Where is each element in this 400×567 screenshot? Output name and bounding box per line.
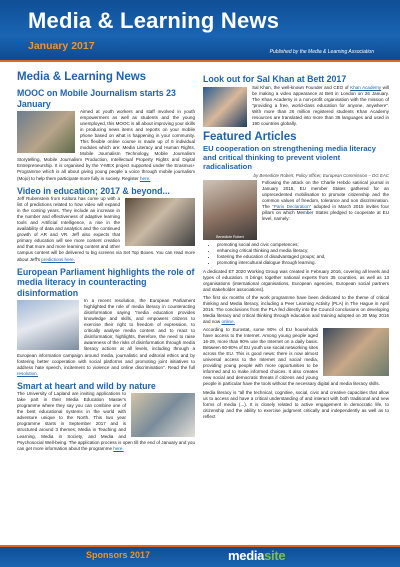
eu-paragraph-3: The first six months of the work programme have been dedicated to the theme of critical thinking and Media literacy, including a Peer Learning Activity (PLA) in The Hague in April 2016. The conclusions from the PLA fed directly into the Council conclusions on developing Media literacy and critical thinking through education and training adopted on 30 May 2016 and now online. [203,294,389,325]
sponsors-label: Sponsors 2017 [86,550,151,560]
resolution-link[interactable]: resolution. [17,370,38,376]
mooc-photo [17,111,75,153]
video-article [17,186,195,263]
parliament-title: European Parliament highlights the role of media literacy in counteracting disinformation [17,266,195,298]
eu-intro: Following the attack on the Charlie Hebdo satirical journal in January 2015, EU member States gathered for an unprecedented mobilisation to promote citizenship and the common values of freedom, tolerance and non discrimination. The "Paris Declaration" adopted in March 2015 invites four pillars on which Member States pledged to cooperate at EU level, namely: [262,179,389,222]
mooc-register-link[interactable]: here. [140,175,151,181]
video-body: Jeff Rubenstein from Kaltura has come up with a list of predictions related to how video will expand in the coming years. They include an increase in the number and effectiveness of adaptive learning tools and Artificial Intelligence, a rise in the availability of data and analytics and the continued growth of AR and VR. Jeff also expects that primary education will see more content creation and that more and more learning content and other campus content will be delivered to big screens via Set Top Boxes. You can read more about Jeff's predictions here. [17,196,195,262]
pillar-item: • enhancing critical thinking and media literacy; [217,248,389,254]
salkhan-title: Look out for Sal Khan at Bett 2017 [203,74,347,84]
video-title: Video in education; 2017 & beyond... [17,185,170,196]
issue-date: January 2017 [28,40,95,52]
youth-photo [323,328,389,376]
eu-title: EU cooperation on strengthening media literacy and critical thinking to prevent violent radicalisation [203,143,376,171]
lapland-photo [131,393,195,437]
pillar-item: • fostering the education of disadvantaged groups; and, [217,254,389,260]
author-photo [203,180,257,240]
right-column [203,70,389,420]
eu-paragraph-2: A dedicated ET 2020 Working Group was created in February 2016, covering all levels and types of education. It brings together national experts from 35 countries, as well as 13 organisations (international organisations, European agencies, European social partners and stakeholder associations). [203,268,389,292]
parliament-article [17,267,195,377]
salkhan-body: Sal Khan, the well-known Founder and CEO of Khan Academy will be making a video appearance at Bett in London on 26 January. The Khan Academy is a non-profit organisation with the mission of "providing a free, world-class education for anyone, anywhere". With more than 26 million registered students Khan Academy resources are translated into more than 36 languages and used in 190 countries globally. [252,84,389,126]
footer-bar [0,545,400,567]
publisher-line: Published by the Media & Learning Association [269,49,374,55]
programme-link[interactable]: here. [113,445,124,451]
salkhan-photo [203,87,247,127]
pillar-item: • promoting social and civic competences; [217,242,389,248]
eu-byline: by Benedicte Robert, Policy officer, European Commission – DG EAC [253,172,389,178]
video-predictions-link[interactable]: predictions here. [41,256,75,262]
video-photo [125,198,195,246]
khan-academy-link[interactable]: Khan Academy [350,84,382,90]
featured-title: Featured Articles [203,130,297,143]
parliament-body: In a recent resolution, the European Parliament highlighted the role of media literacy in counteracting disinformation saying "media education provides knowledge and skills, and empowers citizens to exercise their right to freedom of expression, to critically analyse media content and to react to disinformation; highlights, therefore, the need to raise awareness of the risks of disinformation through media literacy actions at all levels, including through a European information campaign around media, journalistic and editorial ethics and by fostering better cooperation with social platforms and promoting joint initiatives to address hate speech, incitement to violence and online discrimination". Read the full resolution. [17,298,195,376]
section-title: Media & Learning News [17,71,147,83]
paris-declaration-link[interactable]: "Paris Declaration" [272,204,312,210]
mediasite-logo[interactable]: mediasite [228,548,286,563]
left-column [17,70,195,455]
masthead [0,0,400,62]
salkhan-article [203,74,389,127]
lapland-body: The University of Lapland are inviting applications to take part in their Media Education Master's programme where they say you can combine one of the best educational systems in the world with adventure unique to the North. This two year programme starts in September 2017 and is structured around 3 themes; Media in Teaching and Learning, Media in Society, and Media and Psychosocial Well-being. The application process is open till the end of January and you can get more information about the programme here. [17,391,195,451]
council-conclusions-link[interactable]: online. [221,319,235,325]
eu-article [203,144,389,420]
pillars-list [203,242,389,267]
lapland-article [17,381,195,452]
mooc-article [17,88,195,182]
lapland-title: Smart at heart and wild by nature [17,380,156,391]
eu-paragraph-4: According to Eurostat, some 90% of EU households have access to the Internet. Among young people aged 16-29, more than 90% use the Internet on a daily basis. Between 60-90% of EU youth use social networking sites across the EU. This is good news: there is now almost universal access to the Internet and social media, providing young people with more opportunities to be informed and to make informed choices. It also creates new social and democratic threats if citizens and young people in particular have the tools without the necessary digital and media literacy skills. [203,327,380,387]
parliament-photo [17,300,79,350]
mooc-body: Aimed at youth workers and staff involved in youth empowerment as well as students and the young unemployed, this MOOC is all about improving your skills in producing news items and reports on your mobile phone based on what is happening in your community. This flexible online course is made up of 6 individual modules which are: Media Literacy and Human Rights, Mobile Journalism Technology, Mobile Journalism Storytelling, Mobile Journalism Production, Intellectual Property Rights and Digital Entrepreneurship. It is organised by the Y-MEX project supported under the Erasmus+ Programme which is all about giving young people a voice through mobile journalism (Mojo) to help them participate more fully in society. Register here. [17,109,195,181]
eu-paragraph-5: Media literacy is "all the technical, cognitive, social, civic and creative capacities that allow us to access and have a critical understanding of and interact with both traditional and new forms of media (...). It is closely related to active engagement in democratic life, to citizenship and the ability to exercise judgment critically and independently as well as to reflect [203,389,389,419]
mooc-title: MOOC on Mobile Journalism starts 23 January [17,88,176,109]
pillar-item: • promoting intercultural dialogue through learning. [217,260,389,266]
masthead-title: Media & Learning News [28,8,280,33]
author-photo-caption: Benedicte Robert [216,234,244,239]
